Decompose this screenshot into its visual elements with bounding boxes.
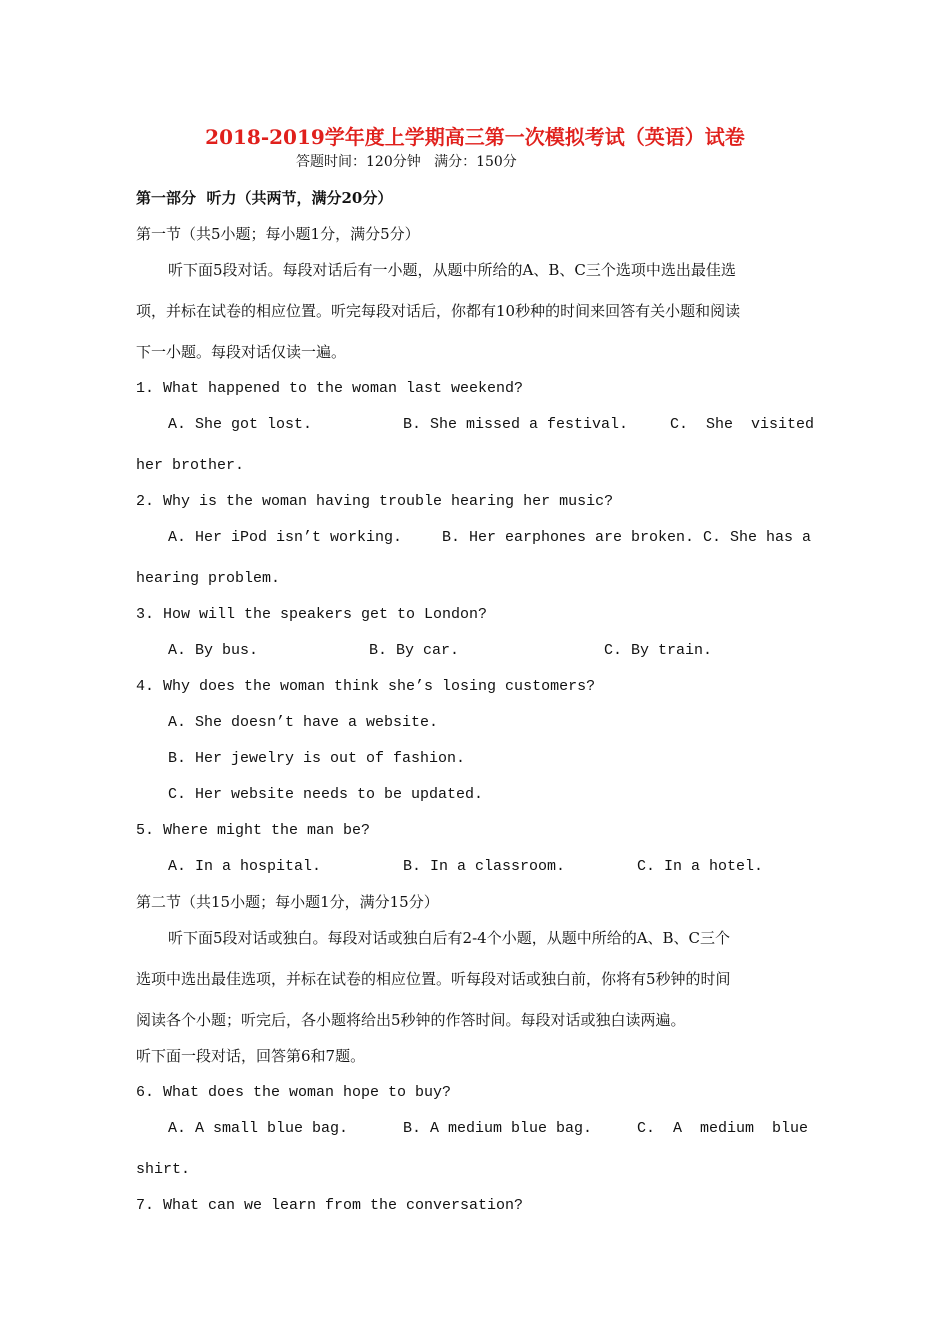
option-a: A. A small blue bag. [168,1120,349,1137]
option-a: A. Her iPod isn’t working. [168,529,403,546]
section2-prompt: 听下面一段对话，回答第6和7题。 [136,1047,366,1065]
question-stem: 6. What does the woman hope to buy? [136,1084,452,1101]
option-a: A. By bus. [168,642,259,659]
option-c: C. A medium blue [637,1120,809,1137]
option-c: C. She has a [703,529,812,546]
question-stem: 5. Where might the man be? [136,822,371,839]
option-b: B. Her earphones are broken. [442,529,695,546]
option-b: B. Her jewelry is out of fashion. [168,750,466,767]
section1-instruction-line: 项，并标在试卷的相应位置。听完每段对话后，你都有10秒种的时间来回答有关小题和阅读 [136,302,741,320]
option-b: B. A medium blue bag. [403,1120,593,1137]
section2-instruction-line: 选项中选出最佳选项，并标在试卷的相应位置。听每段对话或独白前，你将有5秒钟的时间 [136,970,731,988]
option-a: A. She got lost. [168,416,313,433]
question-stem: 7. What can we learn from the conversation? [136,1197,524,1214]
option-c: C. By train. [604,642,713,659]
option-wrap: hearing problem. [136,570,281,587]
question-stem: 3. How will the speakers get to London? [136,606,488,623]
option-wrap: shirt. [136,1161,191,1178]
section1-heading: 第一节（共5小题；每小题1分，满分5分） [136,225,420,243]
option-wrap: her brother. [136,457,245,474]
option-b: B. She missed a festival. [403,416,629,433]
part1-heading: 第一部分 听力（共两节，满分20分） [136,189,393,207]
section2-instruction-line: 阅读各个小题；听完后，各小题将给出5秒钟的作答时间。每段对话或独白读两遍。 [136,1011,686,1029]
option-c: C. In a hotel. [637,858,764,875]
option-c: C. Her website needs to be updated. [168,786,484,803]
question-stem: 4. Why does the woman think she’s losing customers? [136,678,596,695]
exam-subtitle: 答题时间：120分钟 满分：150分 [296,154,517,170]
option-c: C. She visited [670,416,815,433]
section1-instruction-line: 下一小题。每段对话仅读一遍。 [136,343,347,361]
option-b: B. By car. [369,642,460,659]
question-stem: 2. Why is the woman having trouble hearing her music? [136,493,614,510]
option-a: A. In a hospital. [168,858,322,875]
option-a: A. She doesn’t have a website. [168,714,439,731]
section2-instruction-line: 听下面5段对话或独白。每段对话或独白后有2-4个小题，从题中所给的A、B、C三个 [168,929,731,947]
question-stem: 1. What happened to the woman last weekend? [136,380,524,397]
section2-heading: 第二节（共15小题；每小题1分，满分15分） [136,893,439,911]
option-b: B. In a classroom. [403,858,566,875]
section1-instruction-line: 听下面5段对话。每段对话后有一小题，从题中所给的A、B、C三个选项中选出最佳选 [168,261,736,279]
exam-title: 2018-2019学年度上学期高三第一次模拟考试（英语）试卷 [205,125,745,149]
